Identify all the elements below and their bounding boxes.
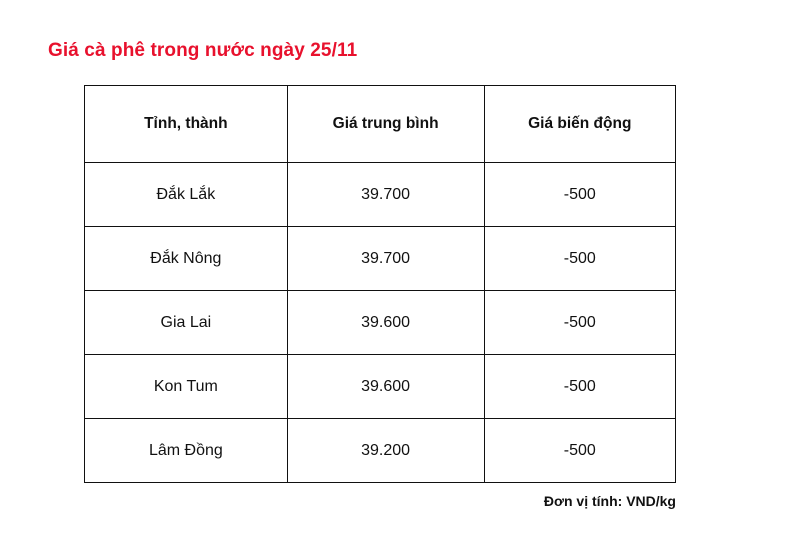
price-table-container: [84, 85, 676, 483]
cell-province: Gia Lai: [85, 291, 288, 355]
cell-price-change: -500: [484, 227, 676, 291]
table-row: [85, 355, 676, 419]
table-row: [85, 227, 676, 291]
column-header-province: Tỉnh, thành: [85, 86, 288, 163]
cell-average-price: 39.600: [287, 355, 484, 419]
table-header: [85, 86, 676, 163]
cell-price-change: -500: [484, 163, 676, 227]
domestic-coffee-price-table: [84, 85, 676, 483]
column-header-average-price: Giá trung bình: [287, 86, 484, 163]
cell-average-price: 39.700: [287, 227, 484, 291]
unit-note: Đơn vị tính: VND/kg: [543, 493, 676, 509]
cell-average-price: 39.200: [287, 419, 484, 483]
page-title: Giá cà phê trong nước ngày 25/11: [48, 40, 358, 61]
table-row: [85, 163, 676, 227]
table-row: [85, 291, 676, 355]
cell-price-change: -500: [484, 419, 676, 483]
cell-province: Lâm Đồng: [85, 419, 288, 483]
cell-price-change: -500: [484, 355, 676, 419]
table-body: [85, 163, 676, 483]
cell-average-price: 39.600: [287, 291, 484, 355]
table-row: [85, 419, 676, 483]
cell-province: Đắk Lắk: [85, 163, 288, 227]
cell-province: Đắk Nông: [85, 227, 288, 291]
cell-average-price: 39.700: [287, 163, 484, 227]
column-header-price-change: Giá biến động: [484, 86, 676, 163]
table-header-row: [85, 86, 676, 163]
cell-price-change: -500: [484, 291, 676, 355]
cell-province: Kon Tum: [85, 355, 288, 419]
